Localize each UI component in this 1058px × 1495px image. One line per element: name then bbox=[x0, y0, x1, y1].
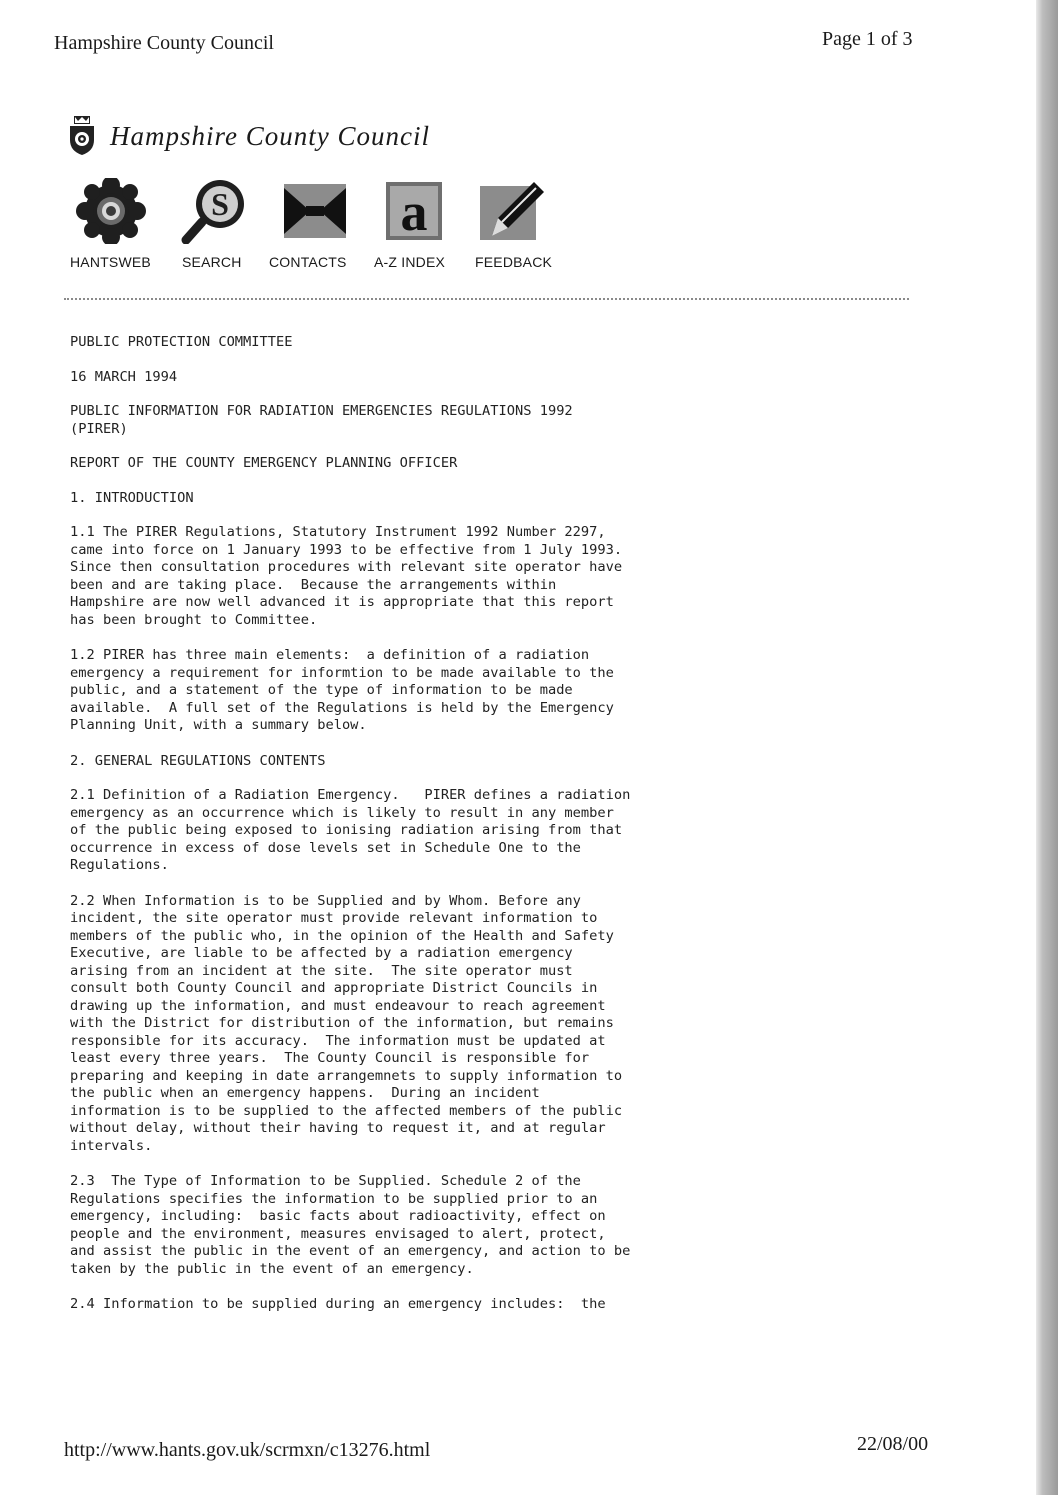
svg-text:S: S bbox=[211, 186, 229, 222]
print-footer-url: http://www.hants.gov.uk/scrmxn/c13276.html bbox=[64, 1439, 431, 1461]
nav-label-search: SEARCH bbox=[182, 254, 242, 270]
nav-label-hantsweb: HANTSWEB bbox=[70, 254, 151, 270]
nav-label-az-index: A-Z INDEX bbox=[374, 254, 446, 270]
nav-hantsweb[interactable] bbox=[70, 178, 151, 270]
print-header-site: Hampshire County Council bbox=[54, 32, 274, 54]
section-1-heading: 1. INTRODUCTION bbox=[70, 489, 194, 506]
letter-a-icon bbox=[380, 178, 450, 244]
nav-search[interactable] bbox=[180, 178, 250, 270]
rose-emblem-icon bbox=[76, 178, 146, 244]
paragraph-2-4: 2.4 Information to be supplied during an emergency includes: the bbox=[70, 1296, 606, 1312]
paragraph-1-2: 1.2 PIRER has three main elements: a definition of a radiation emergency a requirement for informtion to be made available to the public, and a statement of the type of information to be made available. A full set of the Regulations is held by the Emergency Planning Unit, with a summary below. bbox=[70, 647, 614, 733]
pencil-icon bbox=[478, 178, 548, 244]
scan-edge-shadow bbox=[1036, 0, 1058, 1495]
report-title: PUBLIC INFORMATION FOR RADIATION EMERGENCIES REGULATIONS 1992 (PIRER) bbox=[70, 403, 573, 437]
council-crest-icon bbox=[68, 116, 96, 156]
paragraph-2-2: 2.2 When Information is to be Supplied and by Whom. Before any incident, the site operator must provide relevant information to members of the public who, in the opinion of the Health and Safety Executive, are liable to be affected by a radiation emergency arising from an incident at the site. The site operator must consult both County Council and appropriate District Councils in drawing up the information, and must endeavour to reach agreement with the District for distribution of the information, but remains responsible for its accuracy. The information must be updated at least every three years. The County Council is responsible for preparing and keeping in date arrangemnets to supply information to the public when an emergency happens. During an incident information is to be supplied to the affected members of the public without delay, without their having to request it, and at regular intervals. bbox=[70, 892, 623, 1154]
print-header-page: Page 1 of 3 bbox=[822, 28, 913, 50]
report-author: REPORT OF THE COUNTY EMERGENCY PLANNING OFFICER bbox=[70, 455, 458, 471]
paragraph-2-3: 2.3 The Type of Information to be Supplied. Schedule 2 of the Regulations specifies the information to be supplied prior to an emergency, including: basic facts about radioactivity, effect on people and the environment, measures envisaged to alert, protect, and assist the public in the event of an emergency, and action to be taken by the public in the event of an emergency. bbox=[70, 1173, 631, 1277]
masthead bbox=[68, 116, 430, 156]
meeting-date: 16 MARCH 1994 bbox=[70, 368, 178, 385]
nav-az-index[interactable] bbox=[374, 178, 450, 270]
header-divider bbox=[64, 298, 909, 300]
report-body bbox=[70, 334, 810, 1332]
nav-label-feedback: FEEDBACK bbox=[475, 254, 553, 270]
paragraph-2-1: 2.1 Definition of a Radiation Emergency. PIRER defines a radiation emergency as an occurrence which is likely to result in any member of the public being exposed to ionising radiation arising from that occurrence in excess of dose levels set in Schedule One to the Regulations. bbox=[70, 787, 631, 873]
magnifier-s-icon bbox=[180, 178, 250, 244]
committee-name: PUBLIC PROTECTION COMMITTEE bbox=[70, 334, 293, 350]
nav-label-contacts: CONTACTS bbox=[269, 254, 347, 270]
section-2-heading: 2. GENERAL REGULATIONS CONTENTS bbox=[70, 752, 326, 769]
contacts-arrows-icon bbox=[280, 178, 350, 244]
print-footer-date: 22/08/00 bbox=[857, 1433, 929, 1455]
svg-text:a: a bbox=[400, 182, 428, 242]
nav-feedback[interactable] bbox=[475, 178, 553, 270]
paragraph-1-1: 1.1 The PIRER Regulations, Statutory Instrument 1992 Number 2297, came into force on 1 January 1993 to be effective from 1 July 1993. Since then consultation procedures with relevant site operator have been and are taking place. Because the arrangements within Hampshire are now well advanced it is appropriate that this report has been brought to Committee. bbox=[70, 524, 623, 628]
nav-contacts[interactable] bbox=[269, 178, 350, 270]
masthead-title: Hampshire County Council bbox=[110, 120, 430, 151]
